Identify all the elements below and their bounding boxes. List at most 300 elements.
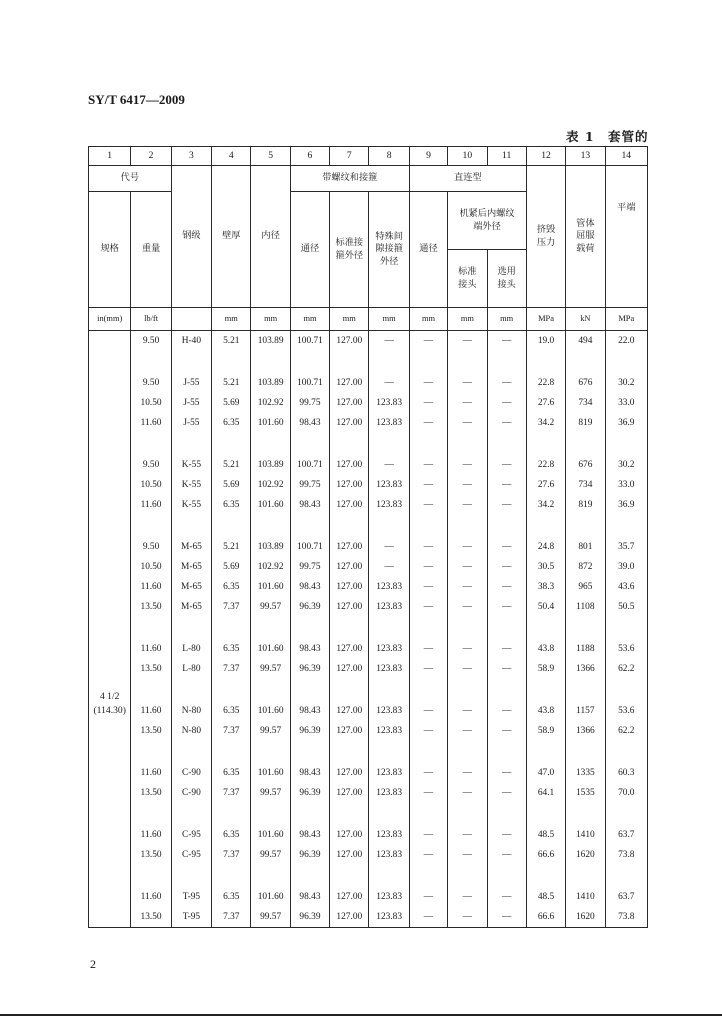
table-cell: — bbox=[487, 783, 526, 803]
table-cell: 98.43 bbox=[290, 763, 329, 783]
table-cell: — bbox=[448, 907, 487, 928]
spacer-cell bbox=[131, 351, 171, 373]
table-cell: 99.57 bbox=[251, 597, 290, 617]
table-cell: 1410 bbox=[566, 887, 605, 907]
spacer-cell bbox=[369, 351, 409, 373]
table-cell: 99.57 bbox=[251, 907, 290, 928]
table-cell: 5.21 bbox=[212, 331, 251, 352]
table-cell: 6.35 bbox=[212, 825, 251, 845]
table-row bbox=[89, 537, 648, 557]
table-cell: 123.83 bbox=[369, 721, 409, 741]
spacer-cell bbox=[369, 515, 409, 537]
spacer-cell bbox=[251, 351, 290, 373]
spacer-cell bbox=[369, 865, 409, 887]
spacer-cell bbox=[212, 515, 251, 537]
table-cell: 6.35 bbox=[212, 763, 251, 783]
table-cell: 123.83 bbox=[369, 597, 409, 617]
table-cell: 11.60 bbox=[131, 887, 171, 907]
table-cell: 13.50 bbox=[131, 907, 171, 928]
table-cell: — bbox=[448, 701, 487, 721]
table-cell: 30.2 bbox=[605, 455, 647, 475]
spacer-cell bbox=[131, 803, 171, 825]
table-cell: K-55 bbox=[171, 455, 211, 475]
table-cell: 127.00 bbox=[330, 495, 369, 515]
table-cell: 102.92 bbox=[251, 475, 290, 495]
spacer-cell bbox=[290, 351, 329, 373]
table-cell: 11.60 bbox=[131, 577, 171, 597]
table-cell: 100.71 bbox=[290, 455, 329, 475]
table-cell: 123.83 bbox=[369, 639, 409, 659]
table-cell: — bbox=[487, 331, 526, 352]
table-cell: — bbox=[448, 825, 487, 845]
table-cell: C-90 bbox=[171, 783, 211, 803]
table-cell: 53.6 bbox=[605, 639, 647, 659]
table-cell: 50.4 bbox=[526, 597, 565, 617]
table-cell: 127.00 bbox=[330, 845, 369, 865]
unit-cell: mm bbox=[251, 308, 290, 331]
group-spacer-row bbox=[89, 865, 648, 887]
table-cell: — bbox=[409, 455, 447, 475]
table-cell: 36.9 bbox=[605, 495, 647, 515]
col-number: 10 bbox=[448, 147, 487, 166]
table-row bbox=[89, 577, 648, 597]
table-cell: 99.57 bbox=[251, 845, 290, 865]
table-cell: 123.83 bbox=[369, 907, 409, 928]
table-cell: 1188 bbox=[566, 639, 605, 659]
table-cell: — bbox=[487, 373, 526, 393]
table-cell: — bbox=[448, 659, 487, 679]
spacer-cell bbox=[526, 865, 565, 887]
spacer-cell bbox=[290, 679, 329, 701]
table-row bbox=[89, 475, 648, 495]
table-cell: 48.5 bbox=[526, 887, 565, 907]
table-cell: 10.50 bbox=[131, 557, 171, 577]
spacer-cell bbox=[448, 351, 487, 373]
table-cell: K-55 bbox=[171, 495, 211, 515]
group-spacer-row bbox=[89, 433, 648, 455]
header-box-od: 机紧后内螺纹端外径 bbox=[448, 192, 527, 250]
spacer-cell bbox=[330, 515, 369, 537]
table-cell: 13.50 bbox=[131, 659, 171, 679]
table-cell: 101.60 bbox=[251, 413, 290, 433]
spacer-cell bbox=[605, 865, 647, 887]
spacer-cell bbox=[605, 433, 647, 455]
table-cell: — bbox=[487, 701, 526, 721]
spacer-cell bbox=[566, 433, 605, 455]
table-cell: 7.37 bbox=[212, 907, 251, 928]
table-cell: 103.89 bbox=[251, 373, 290, 393]
table-cell: C-95 bbox=[171, 845, 211, 865]
table-cell: — bbox=[487, 597, 526, 617]
header-threaded-coupled: 带螺纹和接箍 bbox=[290, 166, 409, 192]
spacer-cell bbox=[212, 679, 251, 701]
bottom-rule bbox=[0, 1014, 722, 1016]
header-opt-joint: 选用接头 bbox=[487, 250, 526, 308]
col-number: 7 bbox=[330, 147, 369, 166]
header-std-joint: 标准接头 bbox=[448, 250, 487, 308]
table-cell: 7.37 bbox=[212, 721, 251, 741]
table-cell: — bbox=[448, 721, 487, 741]
table-cell: 22.8 bbox=[526, 455, 565, 475]
table-cell: — bbox=[448, 783, 487, 803]
table-cell: — bbox=[487, 845, 526, 865]
spacer-cell bbox=[212, 741, 251, 763]
table-cell: 127.00 bbox=[330, 475, 369, 495]
table-cell: 66.6 bbox=[526, 907, 565, 928]
spacer-cell bbox=[212, 433, 251, 455]
spacer-cell bbox=[290, 865, 329, 887]
table-cell: 101.60 bbox=[251, 495, 290, 515]
spacer-cell bbox=[526, 741, 565, 763]
table-cell: — bbox=[409, 597, 447, 617]
table-cell: 103.89 bbox=[251, 455, 290, 475]
table-row bbox=[89, 721, 648, 741]
spacer-cell bbox=[251, 679, 290, 701]
table-row bbox=[89, 783, 648, 803]
spacer-cell bbox=[448, 679, 487, 701]
spacer-cell bbox=[251, 433, 290, 455]
spacer-cell bbox=[526, 679, 565, 701]
table-cell: 63.7 bbox=[605, 825, 647, 845]
table-cell: — bbox=[448, 845, 487, 865]
spacer-cell bbox=[330, 865, 369, 887]
table-cell: 100.71 bbox=[290, 373, 329, 393]
table-cell: 5.21 bbox=[212, 537, 251, 557]
table-cell: M-65 bbox=[171, 537, 211, 557]
table-cell: 96.39 bbox=[290, 783, 329, 803]
group-spacer-row bbox=[89, 617, 648, 639]
unit-cell: kN bbox=[566, 308, 605, 331]
table-row bbox=[89, 557, 648, 577]
table-cell: — bbox=[409, 577, 447, 597]
spacer-cell bbox=[251, 741, 290, 763]
table-cell: 676 bbox=[566, 373, 605, 393]
table-cell: 9.50 bbox=[131, 455, 171, 475]
table-cell: 62.2 bbox=[605, 721, 647, 741]
table-cell: 99.57 bbox=[251, 783, 290, 803]
table-cell: 33.0 bbox=[605, 475, 647, 495]
spacer-cell bbox=[409, 617, 447, 639]
table-cell: — bbox=[448, 557, 487, 577]
spacer-cell bbox=[605, 351, 647, 373]
table-cell: 6.35 bbox=[212, 887, 251, 907]
table-cell: 99.57 bbox=[251, 721, 290, 741]
spacer-cell bbox=[171, 351, 211, 373]
table-cell: 11.60 bbox=[131, 763, 171, 783]
spacer-cell bbox=[566, 865, 605, 887]
table-cell: 98.43 bbox=[290, 825, 329, 845]
spacer-cell bbox=[487, 803, 526, 825]
table-cell: — bbox=[487, 393, 526, 413]
table-row bbox=[89, 413, 648, 433]
table-cell: — bbox=[409, 373, 447, 393]
spacer-cell bbox=[487, 865, 526, 887]
table-cell: M-65 bbox=[171, 557, 211, 577]
table-cell: K-55 bbox=[171, 475, 211, 495]
table-row bbox=[89, 393, 648, 413]
table-cell: 63.7 bbox=[605, 887, 647, 907]
table-cell: 53.6 bbox=[605, 701, 647, 721]
table-cell: 102.92 bbox=[251, 393, 290, 413]
table-cell: — bbox=[487, 721, 526, 741]
table-cell: 1108 bbox=[566, 597, 605, 617]
table-cell: 123.83 bbox=[369, 393, 409, 413]
header-size: 规格 bbox=[89, 192, 131, 308]
spacer-cell bbox=[290, 741, 329, 763]
group-spacer-row bbox=[89, 679, 648, 701]
unit-cell: mm bbox=[290, 308, 329, 331]
spacer-cell bbox=[171, 515, 211, 537]
table-cell: 96.39 bbox=[290, 845, 329, 865]
table-cell: — bbox=[487, 495, 526, 515]
table-cell: 70.0 bbox=[605, 783, 647, 803]
table-cell: — bbox=[369, 557, 409, 577]
table-cell: 123.83 bbox=[369, 845, 409, 865]
table-cell: 50.5 bbox=[605, 597, 647, 617]
table-cell: — bbox=[409, 763, 447, 783]
header-weight: 重量 bbox=[131, 192, 171, 308]
table-cell: 6.35 bbox=[212, 639, 251, 659]
document-id: SY/T 6417—2009 bbox=[88, 92, 185, 107]
table-cell: 1366 bbox=[566, 659, 605, 679]
spacer-cell bbox=[369, 617, 409, 639]
table-row bbox=[89, 825, 648, 845]
header-wall: 壁厚 bbox=[212, 166, 251, 308]
table-cell: 5.21 bbox=[212, 455, 251, 475]
table-cell: — bbox=[448, 393, 487, 413]
spacer-cell bbox=[448, 617, 487, 639]
table-cell: J-55 bbox=[171, 373, 211, 393]
table-cell: — bbox=[448, 597, 487, 617]
table-cell: 47.0 bbox=[526, 763, 565, 783]
table-cell: 872 bbox=[566, 557, 605, 577]
header-code: 代号 bbox=[89, 166, 172, 192]
spacer-cell bbox=[290, 515, 329, 537]
table-cell: 9.50 bbox=[131, 373, 171, 393]
table-cell: — bbox=[409, 475, 447, 495]
table-cell: 13.50 bbox=[131, 783, 171, 803]
header-drift-direct: 通径 bbox=[409, 192, 447, 308]
table-cell: 100.71 bbox=[290, 331, 329, 352]
table-cell: L-80 bbox=[171, 659, 211, 679]
table-cell: 66.6 bbox=[526, 845, 565, 865]
table-cell: 27.6 bbox=[526, 475, 565, 495]
table-cell: 1366 bbox=[566, 721, 605, 741]
size-mm: (114.30) bbox=[93, 705, 126, 716]
table-cell: 99.75 bbox=[290, 557, 329, 577]
spacer-cell bbox=[330, 351, 369, 373]
spacer-cell bbox=[448, 865, 487, 887]
table-cell: 127.00 bbox=[330, 887, 369, 907]
table-cell: 127.00 bbox=[330, 537, 369, 557]
table-cell: — bbox=[487, 639, 526, 659]
table-cell: 98.43 bbox=[290, 639, 329, 659]
spacer-cell bbox=[171, 865, 211, 887]
table-cell: 734 bbox=[566, 393, 605, 413]
table-cell: T-95 bbox=[171, 887, 211, 907]
table-cell: 102.92 bbox=[251, 557, 290, 577]
table-cell: M-65 bbox=[171, 577, 211, 597]
table-cell: 34.2 bbox=[526, 495, 565, 515]
table-cell: 99.75 bbox=[290, 475, 329, 495]
table-cell: 98.43 bbox=[290, 413, 329, 433]
casing-spec-table bbox=[88, 146, 648, 928]
group-spacer-row bbox=[89, 741, 648, 763]
table-cell: 11.60 bbox=[131, 701, 171, 721]
table-cell: — bbox=[487, 763, 526, 783]
table-cell: 64.1 bbox=[526, 783, 565, 803]
table-cell: — bbox=[487, 475, 526, 495]
table-row bbox=[89, 331, 648, 352]
table-cell: — bbox=[487, 413, 526, 433]
table-cell: — bbox=[487, 455, 526, 475]
table-cell: 101.60 bbox=[251, 763, 290, 783]
spacer-cell bbox=[251, 865, 290, 887]
table-cell: 35.7 bbox=[605, 537, 647, 557]
spacer-cell bbox=[369, 741, 409, 763]
table-cell: 27.6 bbox=[526, 393, 565, 413]
table-row bbox=[89, 455, 648, 475]
table-cell: 819 bbox=[566, 495, 605, 515]
table-cell: 43.8 bbox=[526, 701, 565, 721]
table-cell: 13.50 bbox=[131, 721, 171, 741]
table-cell: 98.43 bbox=[290, 495, 329, 515]
table-cell: — bbox=[487, 659, 526, 679]
table-cell: 123.83 bbox=[369, 701, 409, 721]
table-cell: 123.83 bbox=[369, 577, 409, 597]
unit-cell: in(mm) bbox=[89, 308, 131, 331]
table-cell: — bbox=[448, 577, 487, 597]
table-cell: — bbox=[409, 393, 447, 413]
table-cell: 103.89 bbox=[251, 331, 290, 352]
unit-cell: mm bbox=[409, 308, 447, 331]
table-row bbox=[89, 763, 648, 783]
spacer-cell bbox=[487, 679, 526, 701]
table-cell: — bbox=[448, 639, 487, 659]
table-cell: — bbox=[409, 639, 447, 659]
table-cell: 30.2 bbox=[605, 373, 647, 393]
table-cell: — bbox=[409, 659, 447, 679]
spacer-cell bbox=[487, 351, 526, 373]
spacer-cell bbox=[605, 741, 647, 763]
unit-cell: mm bbox=[212, 308, 251, 331]
table-cell: 13.50 bbox=[131, 597, 171, 617]
table-cell: C-90 bbox=[171, 763, 211, 783]
column-number-row bbox=[89, 147, 648, 166]
table-cell: — bbox=[409, 701, 447, 721]
table-cell: 6.35 bbox=[212, 413, 251, 433]
table-cell: 73.8 bbox=[605, 845, 647, 865]
header-special-clearance-od: 特殊间隙接箍外径 bbox=[369, 192, 409, 308]
table-cell: — bbox=[448, 455, 487, 475]
table-cell: 73.8 bbox=[605, 907, 647, 928]
spacer-cell bbox=[330, 433, 369, 455]
spacer-cell bbox=[448, 515, 487, 537]
spacer-cell bbox=[369, 433, 409, 455]
spacer-cell bbox=[212, 617, 251, 639]
spacer-cell bbox=[487, 433, 526, 455]
header-inner-dia: 内径 bbox=[251, 166, 290, 308]
table-cell: 127.00 bbox=[330, 763, 369, 783]
unit-cell: mm bbox=[330, 308, 369, 331]
table-cell: 96.39 bbox=[290, 721, 329, 741]
unit-cell: lb/ft bbox=[131, 308, 171, 331]
table-cell: 103.89 bbox=[251, 537, 290, 557]
spacer-cell bbox=[409, 351, 447, 373]
spacer-cell bbox=[566, 515, 605, 537]
table-cell: 123.83 bbox=[369, 413, 409, 433]
table-cell: 801 bbox=[566, 537, 605, 557]
table-cell: 127.00 bbox=[330, 639, 369, 659]
spacer-cell bbox=[526, 351, 565, 373]
table-cell: N-80 bbox=[171, 701, 211, 721]
table-cell: 6.35 bbox=[212, 701, 251, 721]
table-row bbox=[89, 659, 648, 679]
table-cell: 1410 bbox=[566, 825, 605, 845]
table-cell: 48.5 bbox=[526, 825, 565, 845]
table-cell: — bbox=[448, 331, 487, 352]
table-cell: 22.8 bbox=[526, 373, 565, 393]
table-cell: 7.37 bbox=[212, 597, 251, 617]
table-cell: 43.8 bbox=[526, 639, 565, 659]
table-cell: 60.3 bbox=[605, 763, 647, 783]
table-cell: — bbox=[448, 373, 487, 393]
unit-cell: mm bbox=[369, 308, 409, 331]
unit-row bbox=[89, 308, 648, 331]
table-cell: 10.50 bbox=[131, 475, 171, 495]
table-cell: — bbox=[409, 331, 447, 352]
table-cell: — bbox=[487, 537, 526, 557]
spacer-cell bbox=[566, 351, 605, 373]
spacer-cell bbox=[290, 433, 329, 455]
unit-cell: mm bbox=[487, 308, 526, 331]
spacer-cell bbox=[566, 741, 605, 763]
table-cell: 494 bbox=[566, 331, 605, 352]
spacer-cell bbox=[131, 433, 171, 455]
table-cell: 58.9 bbox=[526, 659, 565, 679]
col-number: 12 bbox=[526, 147, 565, 166]
spacer-cell bbox=[448, 803, 487, 825]
table-cell: 123.83 bbox=[369, 659, 409, 679]
table-cell: — bbox=[409, 845, 447, 865]
spacer-cell bbox=[605, 617, 647, 639]
spacer-cell bbox=[330, 741, 369, 763]
table-cell: — bbox=[409, 887, 447, 907]
table-cell: 1335 bbox=[566, 763, 605, 783]
table-cell: 123.83 bbox=[369, 763, 409, 783]
table-cell: 98.43 bbox=[290, 887, 329, 907]
spacer-cell bbox=[171, 433, 211, 455]
table-cell: 11.60 bbox=[131, 825, 171, 845]
table-row bbox=[89, 845, 648, 865]
table-caption: 表 1 套管的 bbox=[566, 129, 649, 144]
table-cell: 127.00 bbox=[330, 373, 369, 393]
spacer-cell bbox=[131, 865, 171, 887]
table-cell: H-40 bbox=[171, 331, 211, 352]
table-cell: 13.50 bbox=[131, 845, 171, 865]
col-number: 4 bbox=[212, 147, 251, 166]
table-cell: 123.83 bbox=[369, 783, 409, 803]
table-cell: 101.60 bbox=[251, 887, 290, 907]
spacer-cell bbox=[526, 433, 565, 455]
table-cell: 965 bbox=[566, 577, 605, 597]
table-cell: — bbox=[369, 455, 409, 475]
table-cell: 33.0 bbox=[605, 393, 647, 413]
table-row bbox=[89, 907, 648, 928]
table-cell: 24.8 bbox=[526, 537, 565, 557]
spacer-cell bbox=[526, 803, 565, 825]
table-body bbox=[89, 331, 648, 928]
